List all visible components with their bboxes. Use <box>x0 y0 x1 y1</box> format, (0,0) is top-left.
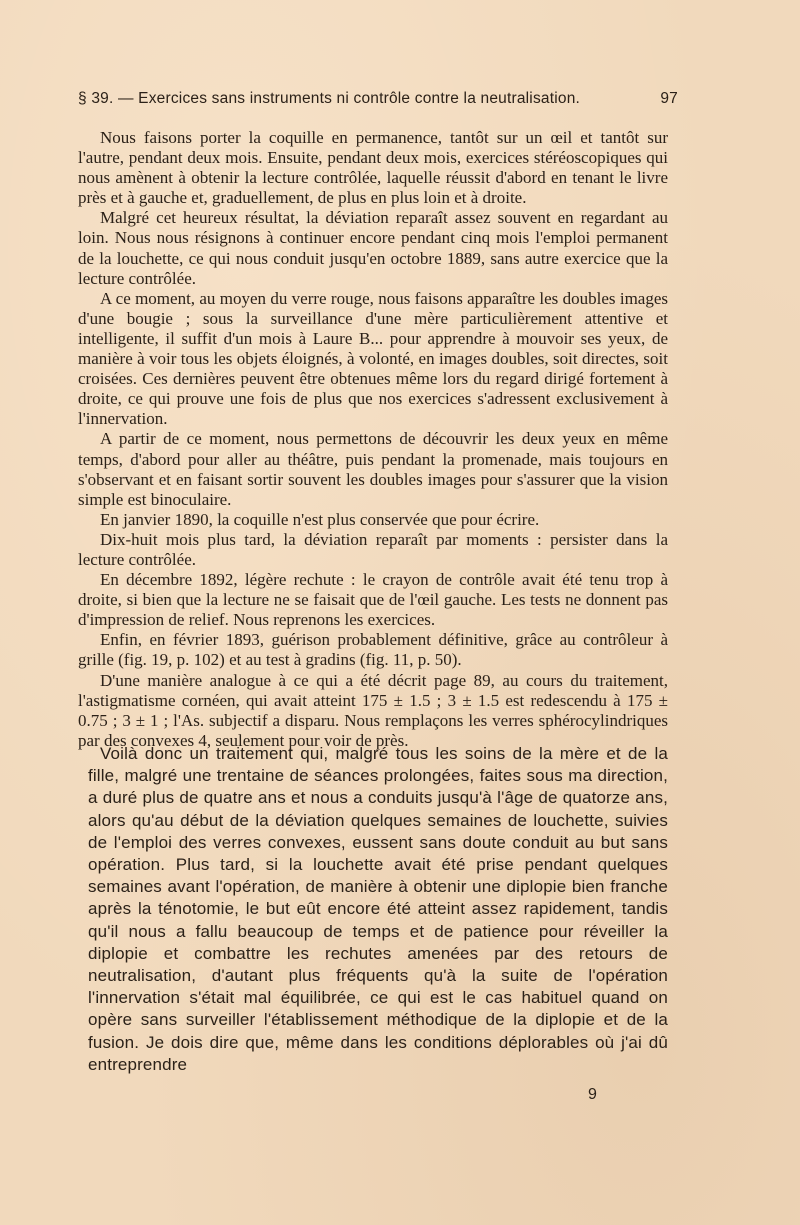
paragraph: Malgré cet heureux résultat, la déviation reparaît assez souvent en regardant au loin. Nous nous résignons à continuer encore pendant cinq mois l'emploi permanent de la louchette, ce qui nous conduit jusqu'en octobre 1889, sans autre exercice que la lecture contrôlée. <box>78 208 668 288</box>
paragraph: Enfin, en février 1893, guérison probablement définitive, grâce au contrôleur à grille (fig. 19, p. 102) et au test à gradins (fig. 11, p. 50). <box>78 630 668 670</box>
paragraph: Nous faisons porter la coquille en permanence, tantôt sur un œil et tantôt sur l'autre, pendant deux mois. Ensuite, pendant deux mois, exercices stéréoscopiques qui nous amènent à obtenir la lecture contrôlée, laquelle réussit d'abord en tenant le livre près et à gauche et, graduellement, de plus en plus loin et à droite. <box>78 128 668 208</box>
paragraph: D'une manière analogue à ce qui a été décrit page 89, au cours du traitement, l'astigmatisme cornéen, qui avait atteint 175 ± 1.5 ; 3 ± 1.5 est redescendu à 175 ± 0.75 ; 3 ± 1 ; l'As. subjectif a disparu. Nous remplaçons les verres sphérocylindriques par des convexes 4, seulement pour voir de près. <box>78 670 668 750</box>
paragraph: A partir de ce moment, nous permettons de découvrir les deux yeux en même temps, d'abord pour aller au théâtre, puis pendant la promenade, mais toujours en s'observant et en faisant sortir souvent les doubles images pour s'assurer que la vision simple est binoculaire. <box>78 429 668 509</box>
paragraph: Dix-huit mois plus tard, la déviation reparaît par moments : persister dans la lecture contrôlée. <box>78 529 668 569</box>
paragraph: En décembre 1892, légère rechute : le crayon de contrôle avait été tenu trop à droite, si bien que la lecture ne se faisait que de l'œil gauche. Les tests ne donnent pas d'impression de relief. Nous reprenons les exercices. <box>78 570 668 630</box>
running-header <box>78 90 678 114</box>
section-title: § 39. — Exercices sans instruments ni contrôle contre la neutralisation. <box>78 90 581 107</box>
paragraph: A ce moment, au moyen du verre rouge, nous faisons apparaître les doubles images d'une bougie ; sous la surveillance d'une mère particulièrement attentive et intelligente, il suffit d'un mois à Laure B... pour apprendre à mouvoir ses yeux, de manière à voir tous les objets éloignés, à volonté, en images doubles, soit directes, soit croisées. Ces dernières peuvent être obtenues même lors du regard dirigé fortement à droite, ce qui prouve une fois de plus que nos exercices s'adressent exclusivement à l'innervation. <box>78 288 668 429</box>
main-text-section <box>88 743 668 1076</box>
signature-mark: 9 <box>588 1086 597 1103</box>
paragraph: Voilà donc un traitement qui, malgré tous les soins de la mère et de la fille, malgré une trentaine de séances prolongées, faites sous ma direction, a duré plus de quatre ans et nous a conduits jusqu'à l'âge de quatorze ans, alors qu'au début de la déviation quelques semaines de louchette, suivies de l'emploi des verres convexes, eussent sans doute conduit au but sans opération. Plus tard, si la louchette avait été prise pendant quelques semaines avant l'opération, de manière à obtenir une diplopie bien franche après la ténotomie, le but eût encore été atteint assez rapidement, tandis qu'il nous a fallu beaucoup de temps et de patience pour réveiller la diplopie et combattre les rechutes amenées par des retours de neutralisation, d'autant plus fréquents qu'à la suite de l'opération l'innervation s'était mal équilibrée, ce qui est le cas habituel quand on opère sans surveiller l'établissement méthodique de la diplopie et de la fusion. Je dois dire que, même dans les conditions déplorables où j'ai dû entreprendre <box>88 744 668 1074</box>
page-number: 97 <box>660 90 678 107</box>
paragraph: En janvier 1890, la coquille n'est plus conservée que pour écrire. <box>100 509 540 529</box>
small-print-section <box>78 128 668 751</box>
